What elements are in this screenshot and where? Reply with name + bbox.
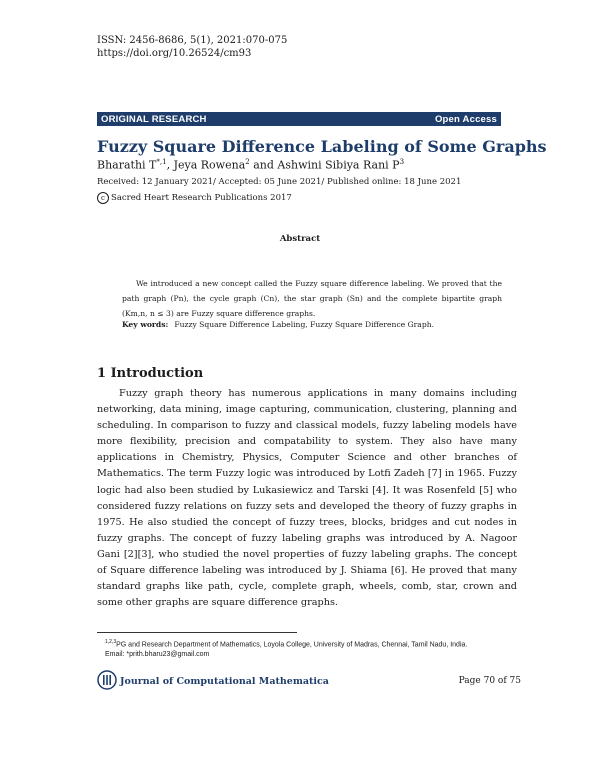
keywords-label: Key words: [122,320,169,329]
copyright-text: Sacred Heart Research Publications 2017 [111,193,292,203]
footnote-email[interactable]: Email: *prith.bharu23@gmail.com [105,651,210,659]
journal-name: Journal of Computational Mathematica [120,675,329,687]
issn-line: ISSN: 2456-8686, 5(1), 2021:070-075 [97,35,288,46]
journal-logo-icon [97,670,117,693]
author-2: , Jeya Rowena [166,158,246,172]
copyright-line [97,192,292,204]
keywords-text: Fuzzy Square Difference Labeling, Fuzzy Square Difference Graph. [174,320,434,329]
page-footer [97,668,521,694]
section-heading-introduction: 1 Introduction [97,366,204,381]
abstract-heading: Abstract [279,234,321,244]
footnote [105,637,525,660]
open-access-label: Open Access [434,113,497,125]
paper-title: Fuzzy Square Difference Labeling of Some Graphs [97,137,547,156]
footnote-affiliation [105,637,525,650]
abstract-text: We introduced a new concept called the Fuzzy square difference labeling. We proved that the path graph (Pn), the cycle graph (Cn), the star graph (Sn) and the complete bipartite graph (Km,n, n ≤ 3) are Fuzzy square difference graphs. [122,279,502,318]
header-meta [97,34,287,60]
footnote-marker: 1,2,3 [105,639,117,645]
page-number: Page 70 of 75 [458,676,521,686]
doi-link[interactable]: https://doi.org/10.26524/cm93 [97,48,252,59]
author-3-affil: 3 [399,158,405,166]
author-1: Bharathi T [97,158,157,172]
author-2-affil: 2 [245,158,250,166]
article-type-banner [97,112,501,126]
author-1-affil: *,1 [156,158,167,166]
publication-dates: Received: 12 January 2021/ Accepted: 05 June 2021/ Published online: 18 June 2021 [97,177,462,187]
introduction-paragraph: Fuzzy graph theory has numerous applications in many domains including networking, data mining, image capturing, communication, clustering, planning and scheduling. In comparison to fuzzy and classical models, fuzzy labeling models have more flexibility, precision and compatability to system. They also have many applications in Chemistry, Physics, Computer Science and other branches of Mathematics. The term Fuzzy logic was introduced by Lotfi Zadeh [7] in 1965. Fuzzy logic had also been studied by Lukasiewicz and Tarski [4]. It was Rosenfeld [5] who considered fuzzy relations on fuzzy sets and developed the theory of fuzzy graphs in 1975. He also studied the concept of fuzzy trees, blocks, bridges and cut nodes in fuzzy graphs. The concept of fuzzy labeling graphs was introduced by A. Nagoor Gani [2][3], who studied the novel properties of fuzzy labeling graphs. The concept of Square difference labeling was introduced by J. Shiama [6]. He proved that many standard graphs like path, cycle, complete graph, wheels, comb, star, crown and some other graphs are square difference graphs. [97,388,517,609]
banner-label: ORIGINAL RESEARCH [101,113,207,125]
footnote-affiliation-text: PG and Research Department of Mathematics, Loyola College, University of Madras, Chennai, Tamil Nadu, India. [116,641,468,649]
author-list [97,158,404,172]
footnote-divider [97,632,297,633]
keywords-line [122,320,502,329]
journal-brand [97,670,329,693]
copyright-icon: c [97,192,109,204]
author-3: and Ashwini Sibiya Rani P [249,158,400,172]
